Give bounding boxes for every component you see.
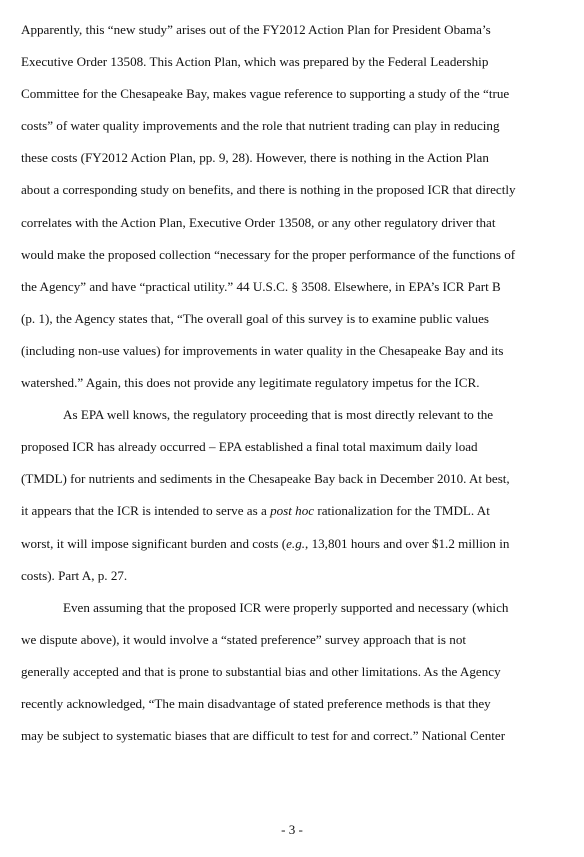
- text-line: about a corresponding study on benefits, and there is nothing in the proposed ICR that directly: [21, 182, 516, 198]
- text-line: As EPA well knows, the regulatory proceeding that is most directly relevant to the: [63, 407, 494, 423]
- text-line: the Agency” and have “practical utility.” 44 U.S.C. § 3508. Elsewhere, in EPA’s ICR Part B: [21, 278, 501, 294]
- text-line: these costs (FY2012 Action Plan, pp. 9, 28). However, there is nothing in the Action Plan: [21, 150, 489, 166]
- text-line: costs” of water quality improvements and the role that nutrient trading can play in reducing: [21, 118, 500, 134]
- text-line: Apparently, this “new study” arises out of the FY2012 Action Plan for President Obama’s: [21, 22, 491, 37]
- text-line: Even assuming that the proposed ICR were properly supported and necessary (which: [63, 599, 509, 615]
- page-number: - 3 -: [281, 822, 303, 837]
- paragraph-2: [21, 399, 566, 592]
- text-line: watershed.” Again, this does not provide any legitimate regulatory impetus for the ICR.: [21, 375, 480, 391]
- text-line: Executive Order 13508. This Action Plan, which was prepared by the Federal Leadership: [21, 54, 489, 70]
- text-line: would make the proposed collection “necessary for the proper performance of the functions of: [21, 246, 516, 262]
- paragraph-1: [21, 14, 566, 399]
- body-text: [21, 14, 566, 752]
- text-line: we dispute above), it would involve a “stated preference” survey approach that is not: [21, 631, 467, 647]
- paragraph-3: [21, 592, 566, 752]
- text-line: generally accepted and that is prone to substantial bias and other limitations. As the Agency: [21, 663, 501, 679]
- text-line: worst, it will impose significant burden and costs (e.g., 13,801 hours and over $1.2 million in: [21, 535, 510, 551]
- text-line: proposed ICR has already occurred – EPA established a final total maximum daily load: [21, 439, 478, 455]
- italic-phrase: e.g.: [286, 535, 306, 551]
- text-line: (TMDL) for nutrients and sediments in the Chesapeake Bay back in December 2010. At best,: [21, 471, 510, 487]
- text-line: costs). Part A, p. 27.: [21, 567, 128, 583]
- text-line: (p. 1), the Agency states that, “The overall goal of this survey is to examine public values: [21, 310, 489, 326]
- text-line: recently acknowledged, “The main disadvantage of stated preference methods is that they: [21, 695, 491, 711]
- text-line: it appears that the ICR is intended to serve as a post hoc rationalization for the TMDL. At: [21, 503, 490, 519]
- text-line: correlates with the Action Plan, Executive Order 13508, or any other regulatory driver that: [21, 214, 496, 230]
- italic-phrase: post hoc: [270, 503, 315, 519]
- text-line: (including non-use values) for improvements in water quality in the Chesapeake Bay and its: [21, 342, 504, 358]
- text-line: Committee for the Chesapeake Bay, makes vague reference to supporting a study of the “true: [21, 86, 510, 102]
- text-line: may be subject to systematic biases that are difficult to test for and correct.” National Center: [21, 728, 506, 744]
